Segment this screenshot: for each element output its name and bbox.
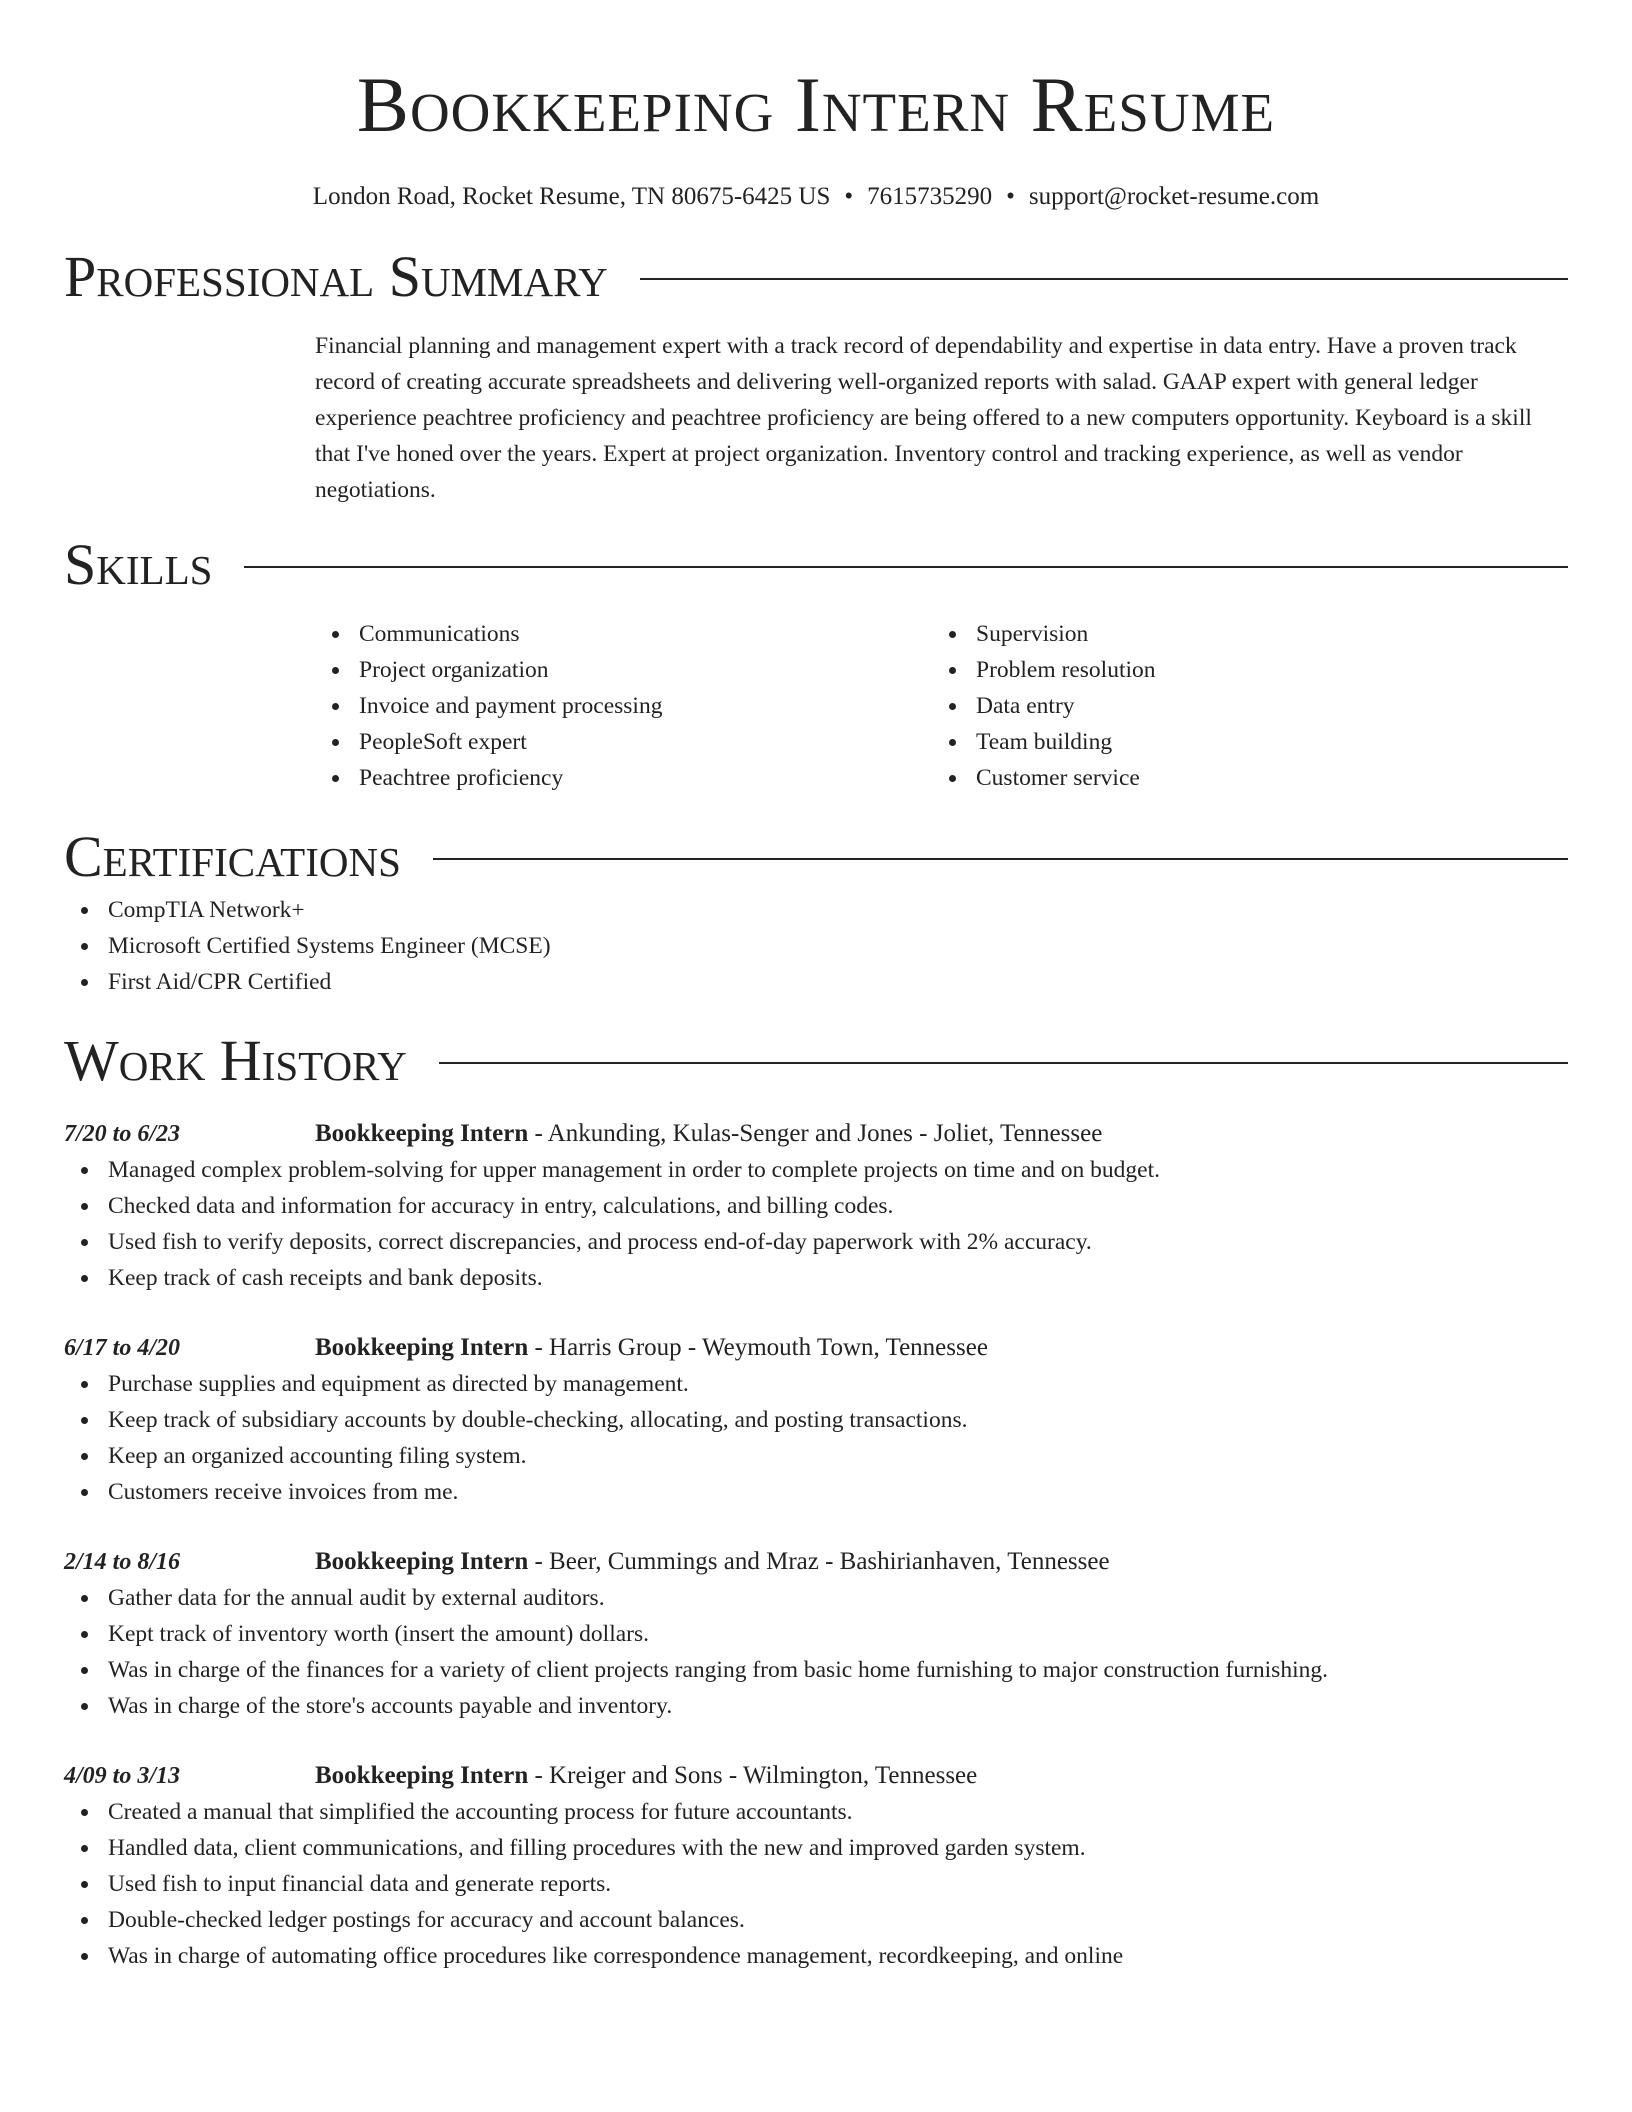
- job-header: [64, 1330, 1568, 1366]
- job-title-line: [315, 1330, 988, 1366]
- contact-email: support@rocket-resume.com: [1028, 183, 1320, 210]
- section-divider: [439, 1062, 1568, 1064]
- skills-column-left: [315, 616, 932, 796]
- job-duty: Gather data for the annual audit by external auditors.: [64, 1580, 1568, 1616]
- skills-column-right: [932, 616, 1549, 796]
- job-details: - Harris Group - Weymouth Town, Tennessee: [528, 1334, 988, 1361]
- section-divider: [433, 858, 1568, 860]
- job-duty: Double-checked ledger postings for accuracy and account balances.: [64, 1902, 1568, 1938]
- contact-address: London Road, Rocket Resume, TN 80675-6425 US: [312, 183, 831, 210]
- skill-item: Problem resolution: [932, 652, 1549, 688]
- summary-header: [64, 242, 1568, 312]
- job-duties: [64, 1580, 1568, 1724]
- contact-line: [64, 180, 1568, 214]
- job-duties: [64, 1366, 1568, 1510]
- contact-separator: •: [1006, 183, 1015, 210]
- skills-header: [64, 530, 1568, 600]
- job-role: Bookkeeping Intern: [315, 1548, 529, 1575]
- job-duties: [64, 1152, 1568, 1296]
- summary-text: Financial planning and management expert with a track record of dependability and expertise in data entry. Have a proven track record of creating accurate spreadsheets and delivering well-organized reports with salad. GAAP expert with general ledger experience peachtree proficiency and peachtree proficiency are being offered to a new computers opportunity. Keyboard is a skill that I've honed over the years. Expert at project organization. Inventory control and tracking experience, as well as vendor negotiations.: [315, 333, 1532, 503]
- certifications-heading: Certifications: [64, 824, 401, 889]
- skills-list-right: [932, 616, 1549, 796]
- job-entry: [64, 1330, 1568, 1510]
- job-entry: [64, 1116, 1568, 1296]
- job-duty: Was in charge of the finances for a variety of client projects ranging from basic home furnishing to major construction furnishing.: [64, 1652, 1568, 1688]
- summary-section: [64, 242, 1568, 508]
- job-header: [64, 1544, 1568, 1580]
- skill-item: Project organization: [315, 652, 932, 688]
- certification-item: First Aid/CPR Certified: [64, 964, 1568, 1000]
- skill-item: Peachtree proficiency: [315, 760, 932, 796]
- job-title-line: [315, 1544, 1110, 1580]
- certification-item: Microsoft Certified Systems Engineer (MCSE): [64, 928, 1568, 964]
- job-duty: Keep an organized accounting filing system.: [64, 1438, 1568, 1474]
- skill-item: Communications: [315, 616, 932, 652]
- job-role: Bookkeeping Intern: [315, 1120, 529, 1147]
- job-dates: 4/09 to 3/13: [64, 1763, 181, 1789]
- job-dates: 2/14 to 8/16: [64, 1549, 181, 1575]
- job-duty: Purchase supplies and equipment as directed by management.: [64, 1366, 1568, 1402]
- job-duty: Managed complex problem-solving for upper management in order to complete projects on time and on budget.: [64, 1152, 1568, 1188]
- skill-item: Data entry: [932, 688, 1549, 724]
- certifications-list: [64, 892, 1568, 1000]
- summary-heading: Professional Summary: [64, 244, 608, 309]
- section-divider: [640, 278, 1568, 280]
- job-duty: Kept track of inventory worth (insert the amount) dollars.: [64, 1616, 1568, 1652]
- job-title-line: [315, 1116, 1102, 1152]
- job-duty: Used fish to verify deposits, correct discrepancies, and process end-of-day paperwork with 2% accuracy.: [64, 1224, 1568, 1260]
- job-duty: Customers receive invoices from me.: [64, 1474, 1568, 1510]
- job-dates: 7/20 to 6/23: [64, 1121, 181, 1147]
- skills-grid: [315, 616, 1568, 796]
- contact-phone: 7615735290: [867, 183, 993, 210]
- job-duty: Handled data, client communications, and filling procedures with the new and improved garden system.: [64, 1830, 1568, 1866]
- skill-item: Supervision: [932, 616, 1549, 652]
- job-details: - Beer, Cummings and Mraz - Bashirianhaven, Tennessee: [528, 1548, 1110, 1575]
- job-entry: [64, 1758, 1568, 1974]
- job-details: - Ankunding, Kulas-Senger and Jones - Joliet, Tennessee: [528, 1120, 1103, 1147]
- certifications-header: [64, 822, 1568, 892]
- contact-separator: •: [844, 183, 854, 210]
- job-duties: [64, 1794, 1568, 1974]
- skills-heading: Skills: [64, 532, 213, 597]
- job-title-line: [315, 1758, 977, 1794]
- job-role: Bookkeeping Intern: [315, 1334, 529, 1361]
- skills-section: [64, 530, 1568, 796]
- job-header: [64, 1116, 1568, 1152]
- job-duty: Checked data and information for accuracy in entry, calculations, and billing codes.: [64, 1188, 1568, 1224]
- section-divider: [244, 566, 1568, 568]
- work-history-section: [64, 1026, 1568, 1974]
- skill-item: Customer service: [932, 760, 1549, 796]
- resume-title: Bookkeeping Intern Resume: [356, 61, 1276, 148]
- work-history-heading: Work History: [64, 1028, 407, 1093]
- skill-item: PeopleSoft expert: [315, 724, 932, 760]
- work-history-header: [64, 1026, 1568, 1096]
- job-role: Bookkeeping Intern: [315, 1762, 529, 1789]
- job-duty: Keep track of subsidiary accounts by double-checking, allocating, and posting transactions.: [64, 1402, 1568, 1438]
- job-entry: [64, 1544, 1568, 1724]
- job-duty: Created a manual that simplified the accounting process for future accountants.: [64, 1794, 1568, 1830]
- certifications-section: [64, 822, 1568, 1000]
- job-duty: Was in charge of automating office procedures like correspondence management, recordkeeping, and online: [64, 1938, 1568, 1974]
- skills-list-left: [315, 616, 932, 796]
- skill-item: Invoice and payment processing: [315, 688, 932, 724]
- job-header: [64, 1758, 1568, 1794]
- job-details: - Kreiger and Sons - Wilmington, Tennessee: [528, 1762, 978, 1789]
- job-duty: Was in charge of the store's accounts payable and inventory.: [64, 1688, 1568, 1724]
- job-duty: Keep track of cash receipts and bank deposits.: [64, 1260, 1568, 1296]
- skill-item: Team building: [932, 724, 1549, 760]
- job-dates: 6/17 to 4/20: [64, 1335, 181, 1361]
- job-duty: Used fish to input financial data and generate reports.: [64, 1866, 1568, 1902]
- certification-item: CompTIA Network+: [64, 892, 1568, 928]
